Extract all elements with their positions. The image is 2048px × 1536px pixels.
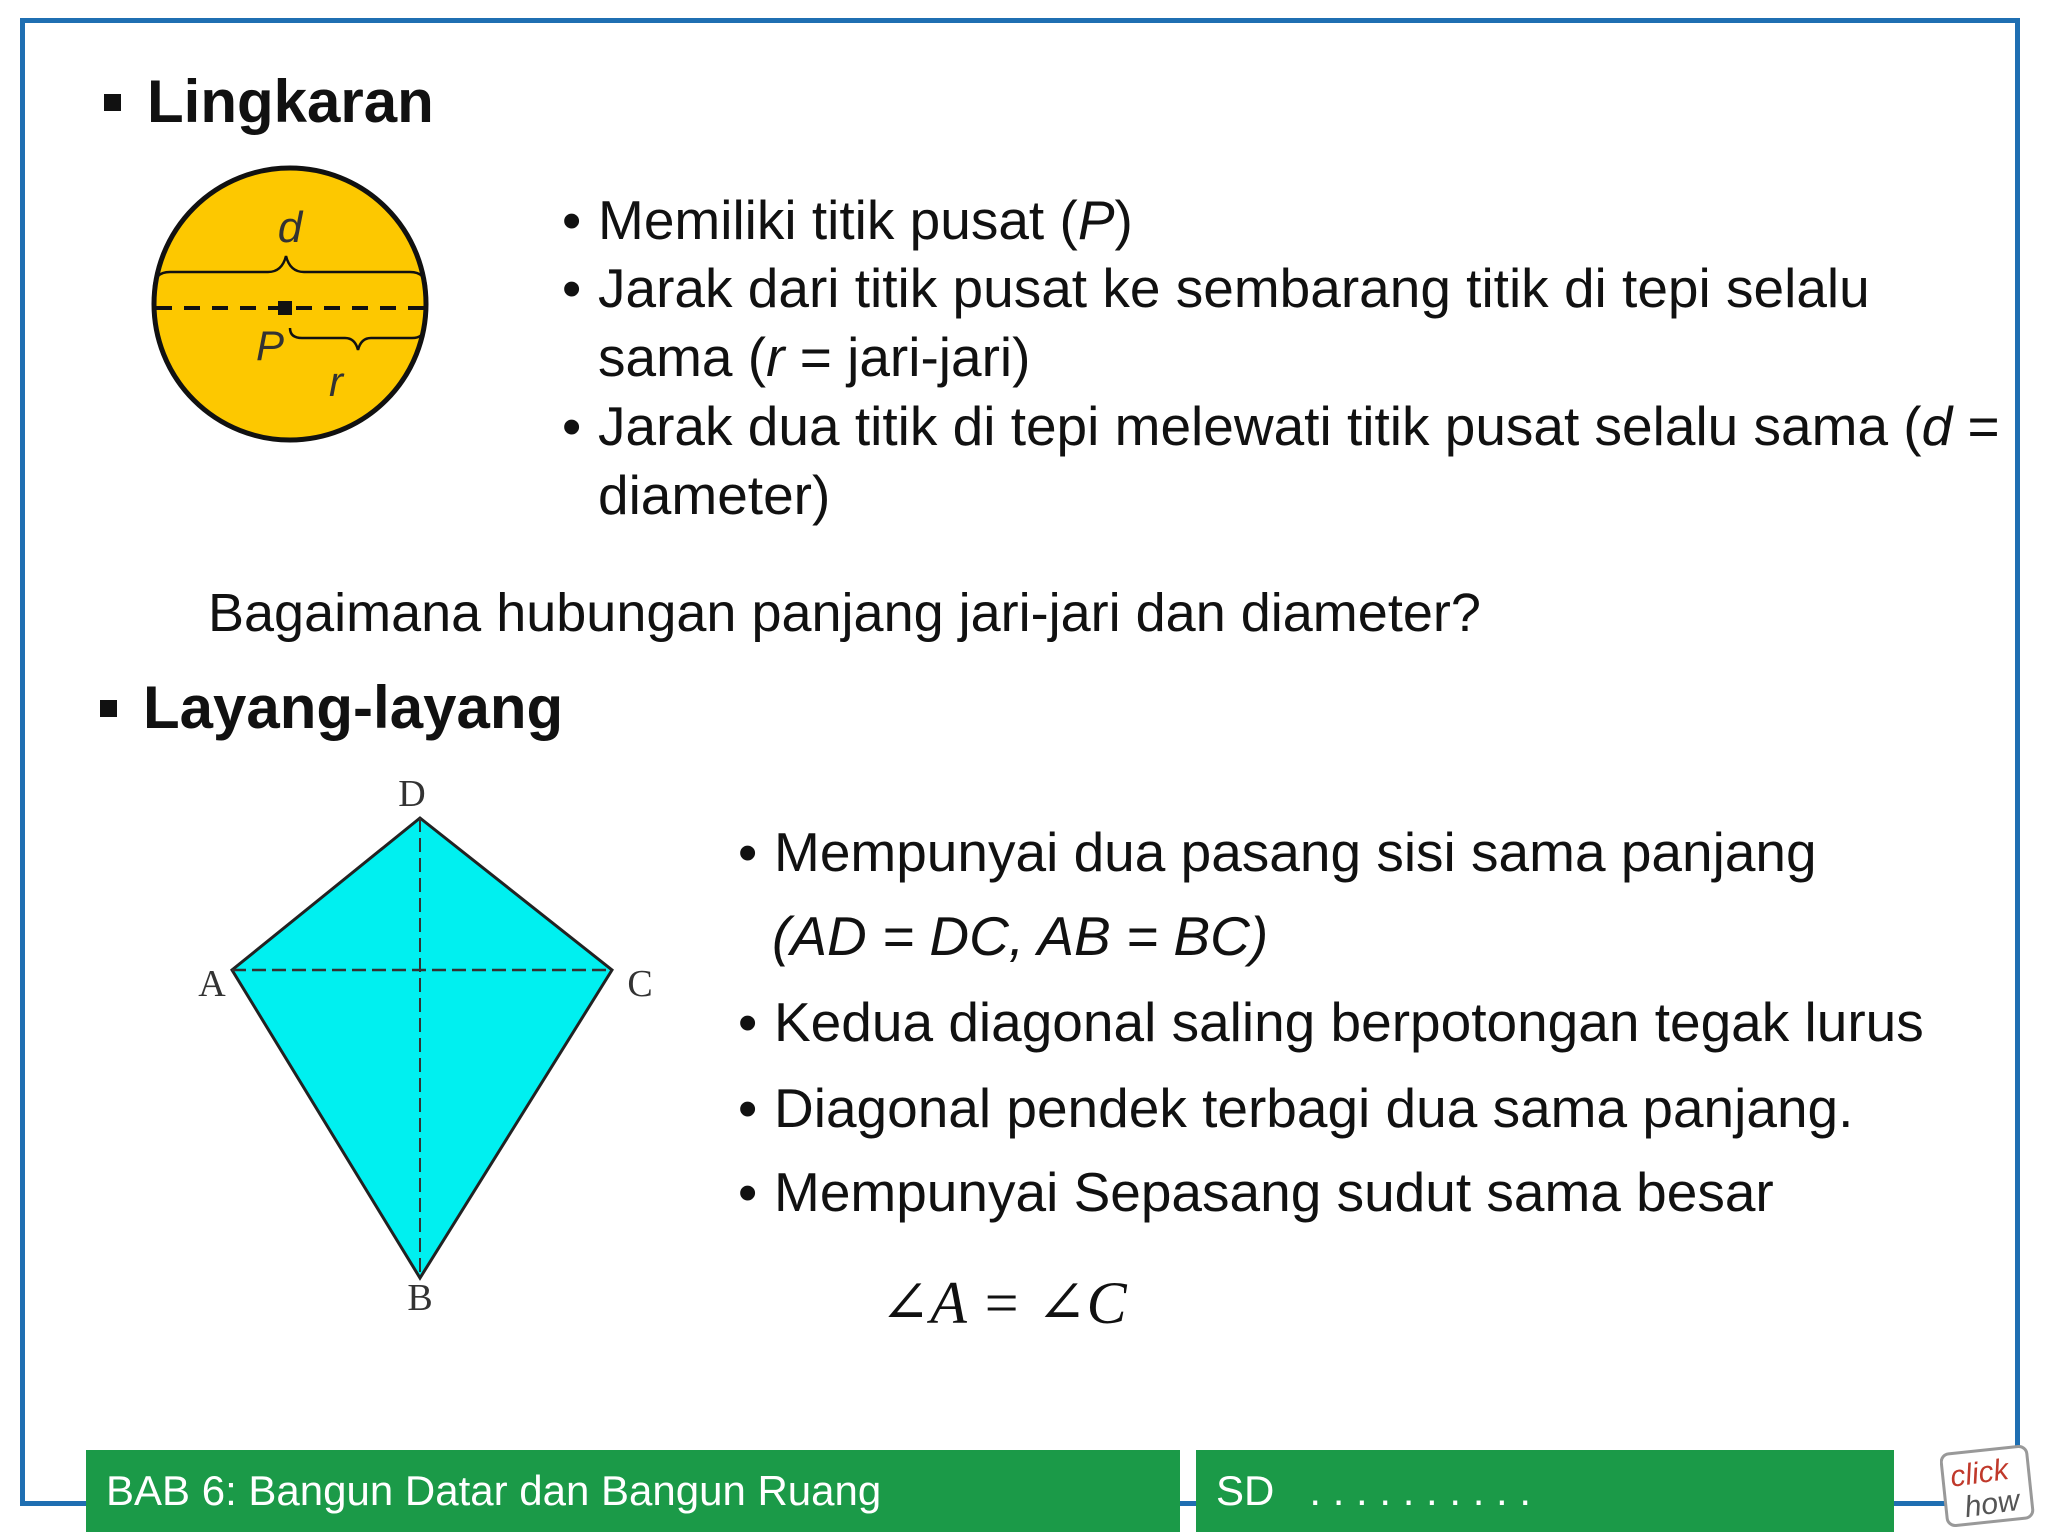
clickhow-logo: [1940, 1444, 2040, 1530]
label-r: r: [329, 358, 343, 405]
vertex-label-c: C: [627, 963, 653, 1005]
svg-text:how: how: [1962, 1483, 2022, 1525]
kite-diagram: [190, 770, 670, 1320]
svg-text:click: click: [1948, 1453, 2011, 1494]
kite-bullet-4: • Mempunyai Sepasang sudut sama besar: [738, 1161, 1774, 1223]
kite-shape: [232, 818, 612, 1278]
vertex-label-b: B: [407, 1277, 433, 1319]
section-title-layang-layang: Layang-layang: [100, 678, 563, 738]
angle-formula: ∠A = ∠C: [880, 1270, 1127, 1336]
question-text: Bagaimana hubungan panjang jari-jari dan diameter?: [208, 583, 1481, 643]
footer-chapter-label: BAB 6: Bangun Datar dan Bangun Ruang: [86, 1450, 1180, 1532]
label-p: P: [255, 322, 285, 369]
circle-bullet-1: • Memiliki titik pusat (P): [562, 189, 1133, 251]
kite-bullet-2: • Kedua diagonal saling berpotongan tegak lurus: [738, 991, 1924, 1053]
square-bullet-icon: [104, 94, 121, 111]
footer-level-label: SD . . . . . . . . . .: [1196, 1450, 1894, 1532]
circle-bullet-3: • Jarak dua titik di tepi melewati titik pusat selalu sama (d = diameter): [562, 395, 2000, 526]
vertex-label-d: D: [398, 773, 426, 815]
kite-bullet-3: • Diagonal pendek terbagi dua sama panjang.: [738, 1077, 1854, 1139]
circle-bullet-2: • Jarak dari titik pusat ke sembarang titik di tepi selalu sama (r = jari-jari): [562, 257, 1870, 388]
kite-bullet-1-sub: (AD = DC, AB = BC): [772, 905, 1269, 967]
center-point: [278, 301, 292, 315]
vertex-label-a: A: [198, 963, 226, 1005]
circle-diagram: [140, 160, 460, 470]
kite-bullet-1: • Mempunyai dua pasang sisi sama panjang: [738, 821, 1817, 883]
label-d: d: [277, 203, 303, 252]
section-title-lingkaran: Lingkaran: [104, 72, 434, 132]
square-bullet-icon: [100, 700, 117, 717]
